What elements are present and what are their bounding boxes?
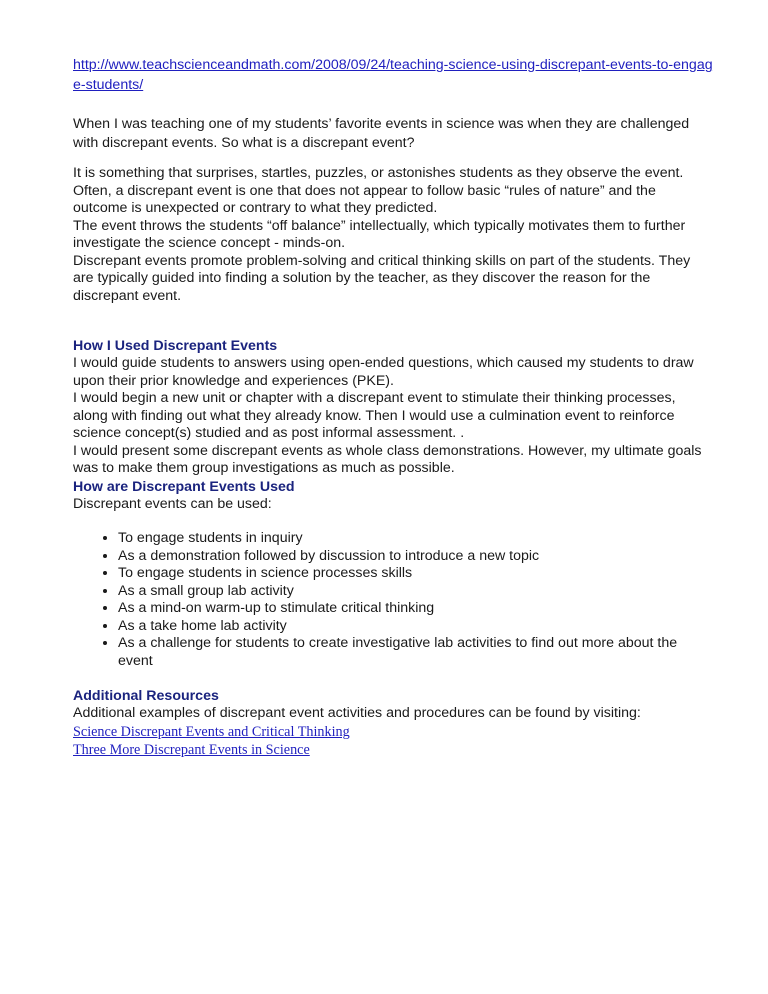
section-paragraph: I would guide students to answers using open-ended questions, which caused my students to draw upon their prior knowledge and experiences (PKE). [73, 355, 694, 389]
section-heading: Additional Resources [73, 688, 219, 704]
list-item: • As a demonstration followed by discussion to introduce a new topic [118, 548, 713, 566]
definition-line: The event throws the students “off balance” intellectually, which typically motivates them to further investigate the science concept - minds-on. [73, 217, 686, 251]
section-how-used [73, 337, 713, 478]
intro-paragraph: When I was teaching one of my students’ favorite events in science was when they are challenged with discrepant events. So what is a discrepant event? [73, 116, 690, 151]
definition-line: It is something that surprises, startles, puzzles, or astonishes students as they observe the event. [73, 165, 684, 181]
section-heading: How I Used Discrepant Events [73, 338, 278, 354]
section-how-are-used [73, 478, 713, 671]
definition-block [73, 165, 713, 305]
list-item: • To engage students in science processes skills [118, 565, 713, 583]
section-paragraph: I would begin a new unit or chapter with a discrepant event to stimulate their thinking processes, along with finding out what they already know. Then I would use a culmination event to reinforce science concept(s) studied and as post informal assessment. . [73, 390, 676, 441]
resources-text: Additional examples of discrepant event activities and procedures can be found by visiting: [73, 705, 641, 721]
uses-list [73, 530, 713, 670]
section-resources [73, 687, 713, 759]
list-item: • To engage students in inquiry [118, 530, 713, 548]
section-heading: How are Discrepant Events Used [73, 478, 295, 495]
list-item: • As a take home lab activity [118, 618, 713, 636]
definition-line: Discrepant events promote problem-solving and critical thinking skills on part of the students. They are typically guided into finding a solution by the teacher, as they discover the reason for the discrepant event. [73, 252, 691, 304]
resource-link-critical-thinking[interactable]: Science Discrepant Events and Critical Thinking [73, 723, 350, 740]
source-link[interactable]: http://www.teachscienceandmath.com/2008/09/24/teaching-science-using-discrepant-events-to-engage-students/ [73, 57, 713, 93]
section-paragraph: I would present some discrepant events as whole class demonstrations. However, my ultimate goals was to make them group investigations as much as possible. [73, 442, 702, 476]
document-page [73, 55, 713, 759]
list-item: • As a small group lab activity [118, 583, 713, 601]
definition-line: Often, a discrepant event is one that does not appear to follow basic “rules of nature” and the outcome is unexpected or contrary to what they predicted. [73, 182, 656, 216]
resource-link-three-more[interactable]: Three More Discrepant Events in Science [73, 741, 310, 758]
list-item: • As a mind-on warm-up to stimulate critical thinking [118, 600, 713, 618]
list-item: • As a challenge for students to create investigative lab activities to find out more about the event [118, 635, 713, 670]
section-lead: Discrepant events can be used: [73, 495, 272, 512]
